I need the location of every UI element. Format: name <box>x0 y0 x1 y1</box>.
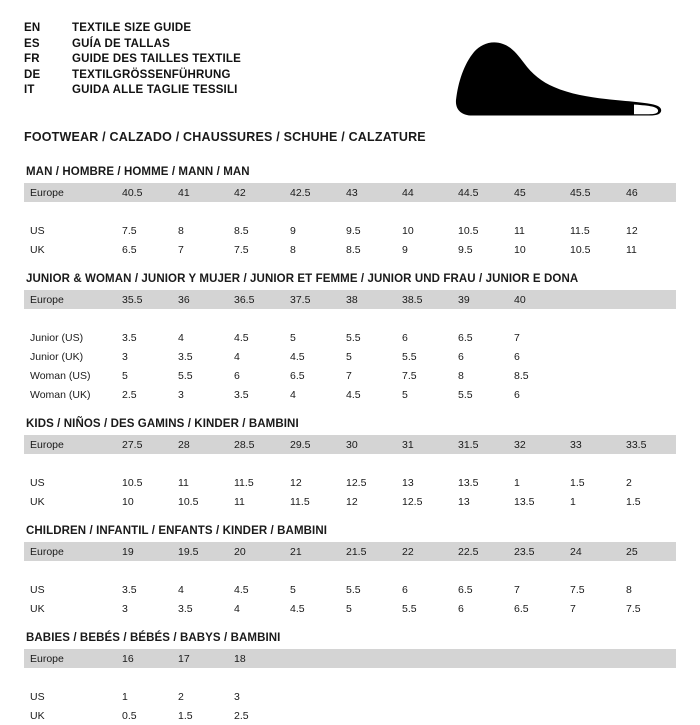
size-section-title: BABIES / BEBÉS / BÉBÉS / BABYS / BAMBINI <box>26 632 281 644</box>
size-cell: 11 <box>228 492 284 511</box>
size-cell: 13.5 <box>452 473 508 492</box>
size-cell: 10.5 <box>116 473 172 492</box>
size-cell: 6.5 <box>452 580 508 599</box>
size-cell: 3 <box>116 599 172 618</box>
size-cell: 11 <box>508 221 564 240</box>
language-row <box>24 69 241 85</box>
language-row <box>24 53 241 69</box>
size-section <box>24 632 676 725</box>
size-cell: 1 <box>564 492 620 511</box>
size-cell: 22.5 <box>452 542 508 561</box>
size-cell: 4 <box>228 347 284 366</box>
size-cell <box>564 328 620 347</box>
dress-shoe-icon <box>448 38 668 118</box>
size-cell: 20 <box>228 542 284 561</box>
size-cell <box>620 687 676 706</box>
size-cell <box>620 385 676 404</box>
size-cell: 3 <box>172 385 228 404</box>
size-cell: 1.5 <box>172 706 228 725</box>
size-cell: 36 <box>172 290 228 309</box>
size-section <box>24 166 676 259</box>
size-cell: 11 <box>172 473 228 492</box>
size-table <box>24 649 676 725</box>
row-spacer-cell <box>24 202 676 221</box>
size-cell: 9.5 <box>452 240 508 259</box>
size-cell: 5.5 <box>340 328 396 347</box>
language-code: ES <box>24 37 40 50</box>
size-cell: 1 <box>508 473 564 492</box>
row-spacer <box>24 454 676 473</box>
size-cell: 44.5 <box>452 183 508 202</box>
size-cell: 3.5 <box>172 347 228 366</box>
table-row <box>24 473 676 492</box>
size-cell: 10 <box>508 240 564 259</box>
size-section-title: KIDS / NIÑOS / DES GAMINS / KINDER / BAMBINI <box>26 418 299 430</box>
table-row <box>24 347 676 366</box>
size-cell: 9 <box>284 221 340 240</box>
size-cell: 10.5 <box>564 240 620 259</box>
size-section-title: JUNIOR & WOMAN / JUNIOR Y MUJER / JUNIOR ET FEMME / JUNIOR UND FRAU / JUNIOR E DONA <box>26 273 579 285</box>
row-label: Europe <box>24 542 116 561</box>
size-cell <box>284 687 340 706</box>
size-cell: 5.5 <box>396 599 452 618</box>
size-cell: 4.5 <box>284 347 340 366</box>
size-cell <box>620 328 676 347</box>
size-cell: 13 <box>396 473 452 492</box>
size-cell: 12.5 <box>396 492 452 511</box>
table-row <box>24 328 676 347</box>
size-cell: 7 <box>172 240 228 259</box>
size-cell: 6 <box>228 366 284 385</box>
size-cell: 13.5 <box>508 492 564 511</box>
size-cell: 4 <box>172 580 228 599</box>
size-cell: 5 <box>284 328 340 347</box>
row-label: UK <box>24 240 116 259</box>
size-cell: 16 <box>116 649 172 668</box>
table-row <box>24 366 676 385</box>
size-cell <box>396 687 452 706</box>
size-cell: 22 <box>396 542 452 561</box>
size-cell: 32 <box>508 435 564 454</box>
size-cell <box>284 706 340 725</box>
size-cell: 8 <box>172 221 228 240</box>
size-cell: 4.5 <box>228 580 284 599</box>
size-cell <box>620 347 676 366</box>
size-cell: 3.5 <box>116 580 172 599</box>
size-cell: 7 <box>508 580 564 599</box>
size-cell: 25 <box>620 542 676 561</box>
row-label: US <box>24 580 116 599</box>
size-cell: 19.5 <box>172 542 228 561</box>
size-cell: 8 <box>620 580 676 599</box>
row-spacer-cell <box>24 309 676 328</box>
row-label: Junior (US) <box>24 328 116 347</box>
size-cell <box>396 649 452 668</box>
size-cell: 21 <box>284 542 340 561</box>
row-spacer <box>24 202 676 221</box>
size-cell: 7 <box>564 599 620 618</box>
size-cell: 19 <box>116 542 172 561</box>
size-cell: 3 <box>116 347 172 366</box>
size-cell: 10.5 <box>172 492 228 511</box>
size-cell: 8.5 <box>340 240 396 259</box>
row-label: US <box>24 221 116 240</box>
size-cell: 28 <box>172 435 228 454</box>
size-cell: 23.5 <box>508 542 564 561</box>
size-cell: 12.5 <box>340 473 396 492</box>
size-cell <box>564 687 620 706</box>
size-cell <box>620 706 676 725</box>
language-code: DE <box>24 68 41 81</box>
size-cell: 5.5 <box>396 347 452 366</box>
size-cell: 3.5 <box>116 328 172 347</box>
size-cell <box>508 706 564 725</box>
size-cell: 6 <box>452 347 508 366</box>
size-cell <box>564 290 620 309</box>
size-cell: 46 <box>620 183 676 202</box>
table-row <box>24 649 676 668</box>
size-cell: 37.5 <box>284 290 340 309</box>
row-spacer <box>24 668 676 687</box>
size-cell: 2 <box>172 687 228 706</box>
size-cell: 44 <box>396 183 452 202</box>
size-table-body <box>24 649 676 725</box>
size-cell: 8.5 <box>508 366 564 385</box>
size-cell: 12 <box>620 221 676 240</box>
size-cell: 40 <box>508 290 564 309</box>
size-table-body <box>24 542 676 618</box>
size-cell: 6 <box>508 385 564 404</box>
size-cell: 42 <box>228 183 284 202</box>
size-cell: 42.5 <box>284 183 340 202</box>
size-cell <box>564 649 620 668</box>
size-section <box>24 418 676 511</box>
size-cell: 40.5 <box>116 183 172 202</box>
size-cell: 6.5 <box>452 328 508 347</box>
size-cell: 4 <box>228 599 284 618</box>
size-cell: 11.5 <box>564 221 620 240</box>
size-cell: 6.5 <box>284 366 340 385</box>
table-row <box>24 687 676 706</box>
size-cell: 11.5 <box>228 473 284 492</box>
size-cell: 1.5 <box>564 473 620 492</box>
size-cell <box>452 706 508 725</box>
language-code: FR <box>24 53 40 65</box>
size-cell: 5.5 <box>340 580 396 599</box>
row-label: UK <box>24 706 116 725</box>
size-cell: 17 <box>172 649 228 668</box>
size-cell <box>620 366 676 385</box>
row-label: Woman (US) <box>24 366 116 385</box>
table-row <box>24 435 676 454</box>
size-cell: 7.5 <box>564 580 620 599</box>
size-cell: 3.5 <box>172 599 228 618</box>
size-section-title: MAN / HOMBRE / HOMME / MANN / MAN <box>26 166 250 178</box>
size-cell: 12 <box>340 492 396 511</box>
size-cell: 31 <box>396 435 452 454</box>
size-cell: 11.5 <box>284 492 340 511</box>
table-row <box>24 599 676 618</box>
size-cell: 3.5 <box>228 385 284 404</box>
size-cell: 31.5 <box>452 435 508 454</box>
size-cell: 21.5 <box>340 542 396 561</box>
size-cell: 0.5 <box>116 706 172 725</box>
size-cell: 8.5 <box>228 221 284 240</box>
size-cell: 7.5 <box>620 599 676 618</box>
row-spacer-cell <box>24 454 676 473</box>
size-cell: 5.5 <box>452 385 508 404</box>
size-cell <box>564 366 620 385</box>
size-cell <box>564 706 620 725</box>
size-cell: 18 <box>228 649 284 668</box>
row-label: Junior (UK) <box>24 347 116 366</box>
size-cell: 1.5 <box>620 492 676 511</box>
row-spacer-cell <box>24 668 676 687</box>
size-table-body <box>24 435 676 511</box>
size-cell <box>452 649 508 668</box>
size-cell: 27.5 <box>116 435 172 454</box>
size-cell: 36.5 <box>228 290 284 309</box>
size-table-body <box>24 290 676 404</box>
size-cell <box>620 649 676 668</box>
size-cell: 38.5 <box>396 290 452 309</box>
row-label: Woman (UK) <box>24 385 116 404</box>
size-cell: 3 <box>228 687 284 706</box>
size-cell: 5 <box>396 385 452 404</box>
size-cell <box>340 706 396 725</box>
size-cell: 10 <box>396 221 452 240</box>
size-sections-container <box>24 166 676 725</box>
language-code: EN <box>24 22 41 34</box>
size-cell: 2 <box>620 473 676 492</box>
size-cell: 6 <box>396 328 452 347</box>
size-cell: 5 <box>340 599 396 618</box>
language-row <box>24 84 241 100</box>
size-cell: 8 <box>284 240 340 259</box>
size-cell: 10.5 <box>452 221 508 240</box>
size-cell <box>508 649 564 668</box>
size-cell: 12 <box>284 473 340 492</box>
size-cell: 9 <box>396 240 452 259</box>
table-row <box>24 706 676 725</box>
size-cell <box>284 649 340 668</box>
size-cell: 39 <box>452 290 508 309</box>
size-cell <box>564 347 620 366</box>
size-cell: 7 <box>340 366 396 385</box>
table-row <box>24 580 676 599</box>
language-title: GUIDE DES TAILLES TEXTILE <box>72 53 241 65</box>
language-title: TEXTILE SIZE GUIDE <box>72 22 192 34</box>
size-cell: 41 <box>172 183 228 202</box>
row-label: Europe <box>24 435 116 454</box>
language-title: GUÍA DE TALLAS <box>72 37 170 50</box>
row-label: Europe <box>24 183 116 202</box>
size-table-body <box>24 183 676 259</box>
table-row <box>24 221 676 240</box>
size-cell: 5 <box>116 366 172 385</box>
size-section <box>24 525 676 618</box>
row-label: Europe <box>24 649 116 668</box>
table-row <box>24 492 676 511</box>
size-cell: 2.5 <box>116 385 172 404</box>
language-code: IT <box>24 84 35 96</box>
size-cell: 45 <box>508 183 564 202</box>
size-cell: 4 <box>284 385 340 404</box>
size-cell <box>396 706 452 725</box>
size-cell: 2.5 <box>228 706 284 725</box>
row-spacer-cell <box>24 561 676 580</box>
size-table <box>24 183 676 259</box>
row-spacer <box>24 309 676 328</box>
size-table <box>24 542 676 618</box>
size-cell <box>564 385 620 404</box>
size-cell: 6 <box>508 347 564 366</box>
table-row <box>24 290 676 309</box>
size-cell: 10 <box>116 492 172 511</box>
size-cell: 33 <box>564 435 620 454</box>
size-cell: 11 <box>620 240 676 259</box>
size-cell: 5.5 <box>172 366 228 385</box>
size-cell: 30 <box>340 435 396 454</box>
size-cell: 9.5 <box>340 221 396 240</box>
size-cell <box>340 649 396 668</box>
size-cell: 1 <box>116 687 172 706</box>
size-cell: 6 <box>396 580 452 599</box>
size-section-title: CHILDREN / INFANTIL / ENFANTS / KINDER / BAMBINI <box>26 525 328 537</box>
size-cell: 8 <box>452 366 508 385</box>
row-label: Europe <box>24 290 116 309</box>
size-cell: 28.5 <box>228 435 284 454</box>
row-label: UK <box>24 492 116 511</box>
language-row <box>24 38 241 54</box>
size-cell: 45.5 <box>564 183 620 202</box>
row-label: US <box>24 473 116 492</box>
table-row <box>24 542 676 561</box>
size-cell: 29.5 <box>284 435 340 454</box>
table-row <box>24 240 676 259</box>
size-cell: 33.5 <box>620 435 676 454</box>
size-cell: 13 <box>452 492 508 511</box>
language-row <box>24 22 241 38</box>
size-cell: 5 <box>284 580 340 599</box>
row-spacer <box>24 561 676 580</box>
size-cell: 38 <box>340 290 396 309</box>
size-cell: 35.5 <box>116 290 172 309</box>
language-title: TEXTILGRÖSSENFÜHRUNG <box>72 68 231 81</box>
size-cell: 6.5 <box>508 599 564 618</box>
size-cell: 7.5 <box>116 221 172 240</box>
row-label: UK <box>24 599 116 618</box>
document-header <box>24 22 676 152</box>
size-section <box>24 273 676 404</box>
size-cell <box>620 290 676 309</box>
size-cell: 4 <box>172 328 228 347</box>
size-cell <box>452 687 508 706</box>
size-cell: 5 <box>340 347 396 366</box>
size-cell: 6.5 <box>116 240 172 259</box>
size-cell: 6 <box>452 599 508 618</box>
size-cell: 4.5 <box>340 385 396 404</box>
language-title: GUIDA ALLE TAGLIE TESSILI <box>72 84 238 96</box>
size-cell: 4.5 <box>228 328 284 347</box>
size-cell: 43 <box>340 183 396 202</box>
size-table <box>24 435 676 511</box>
shoe-body <box>456 42 661 115</box>
size-cell: 7 <box>508 328 564 347</box>
size-cell: 4.5 <box>284 599 340 618</box>
row-label: US <box>24 687 116 706</box>
table-row <box>24 183 676 202</box>
category-title: FOOTWEAR / CALZADO / CHAUSSURES / SCHUHE / CALZATURE <box>24 130 426 144</box>
language-title-list <box>24 22 241 100</box>
size-cell: 7.5 <box>228 240 284 259</box>
size-cell: 7.5 <box>396 366 452 385</box>
size-cell <box>340 687 396 706</box>
size-cell: 24 <box>564 542 620 561</box>
size-table <box>24 290 676 404</box>
language-title-list-body <box>24 22 241 100</box>
size-cell <box>508 687 564 706</box>
table-row <box>24 385 676 404</box>
